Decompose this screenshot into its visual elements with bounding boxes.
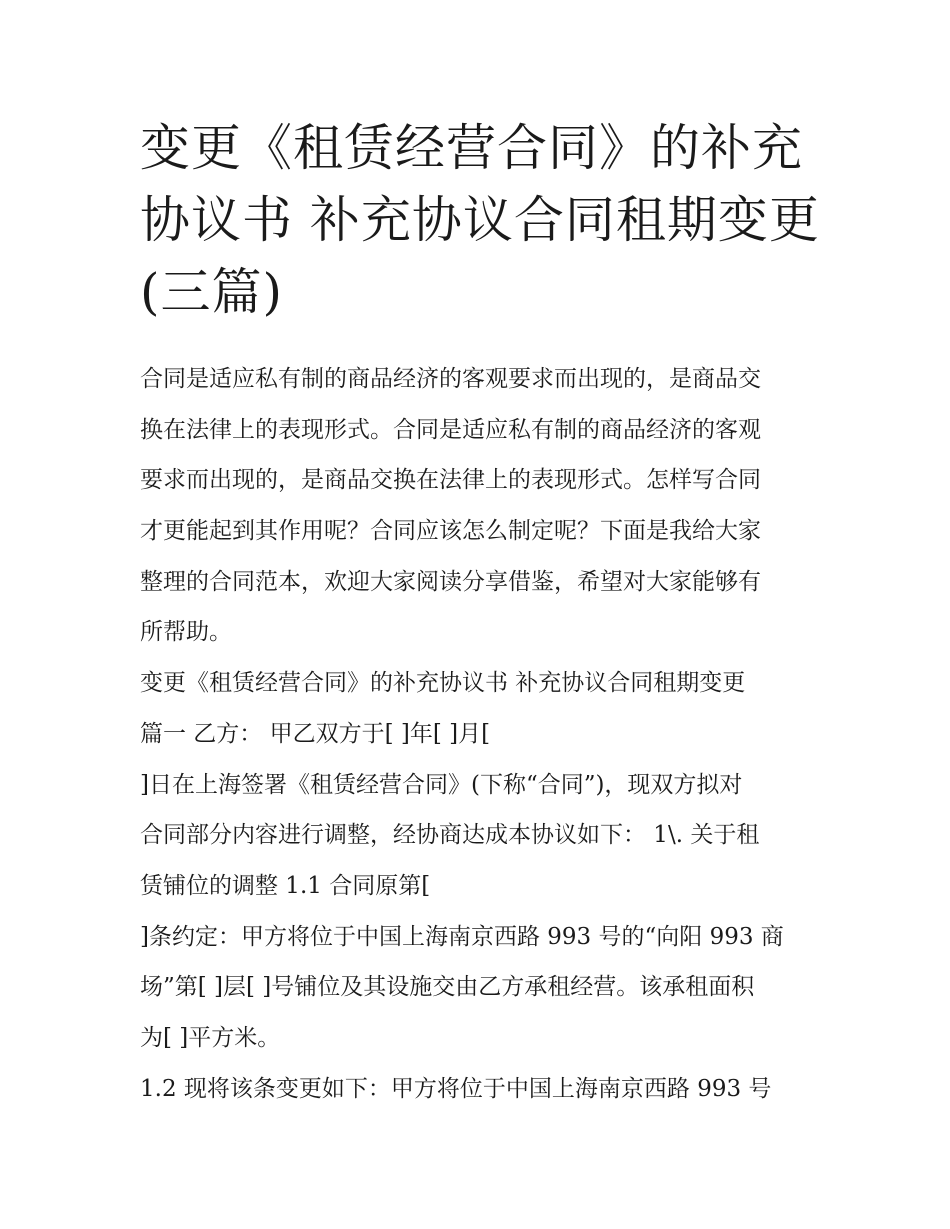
title-line-1: 变更《租赁经营合同》的补充 bbox=[140, 119, 803, 177]
body-line: 赁铺位的调整 1.1 合同原第[ bbox=[140, 872, 431, 899]
body-line: 所帮助。 bbox=[140, 619, 232, 646]
body-line: 1.2 现将该条变更如下：甲方将位于中国上海南京西路 993 号 bbox=[140, 1075, 772, 1102]
body-line: 篇一 乙方： 甲乙双方于[ ]年[ ]月[ bbox=[140, 720, 491, 747]
document-title bbox=[140, 112, 830, 328]
body-line: 为[ ]平方米。 bbox=[140, 1024, 281, 1051]
body-line: 换在法律上的表现形式。合同是适应私有制的商品经济的客观 bbox=[140, 416, 761, 443]
body-line: 合同部分内容进行调整，经协商达成本协议如下： 1\. 关于租 bbox=[140, 822, 760, 849]
body-line: 场”第[ ]层[ ]号铺位及其设施交由乙方承租经营。该承租面积 bbox=[140, 974, 755, 1001]
body-line: 才更能起到其作用呢？合同应该怎么制定呢？下面是我给大家 bbox=[140, 518, 761, 545]
body-line: ]条约定：甲方将位于中国上海南京西路 993 号的“向阳 993 商 bbox=[140, 923, 784, 950]
body-line: 变更《租赁经营合同》的补充协议书 补充协议合同租期变更 bbox=[140, 670, 746, 697]
body-line: ]日在上海签署《租赁经营合同》(下称“合同”)，现双方拟对 bbox=[140, 771, 743, 798]
title-line-2: 协议书 补充协议合同租期变更 bbox=[140, 191, 820, 249]
body-line: 整理的合同范本，欢迎大家阅读分享借鉴，希望对大家能够有 bbox=[140, 568, 761, 595]
body-line: 合同是适应私有制的商品经济的客观要求而出现的，是商品交 bbox=[140, 366, 761, 392]
body-line: 要求而出现的，是商品交换在法律上的表现形式。怎样写合同 bbox=[140, 467, 761, 494]
document-body bbox=[140, 354, 840, 1114]
title-line-3: (三篇) bbox=[140, 263, 284, 321]
